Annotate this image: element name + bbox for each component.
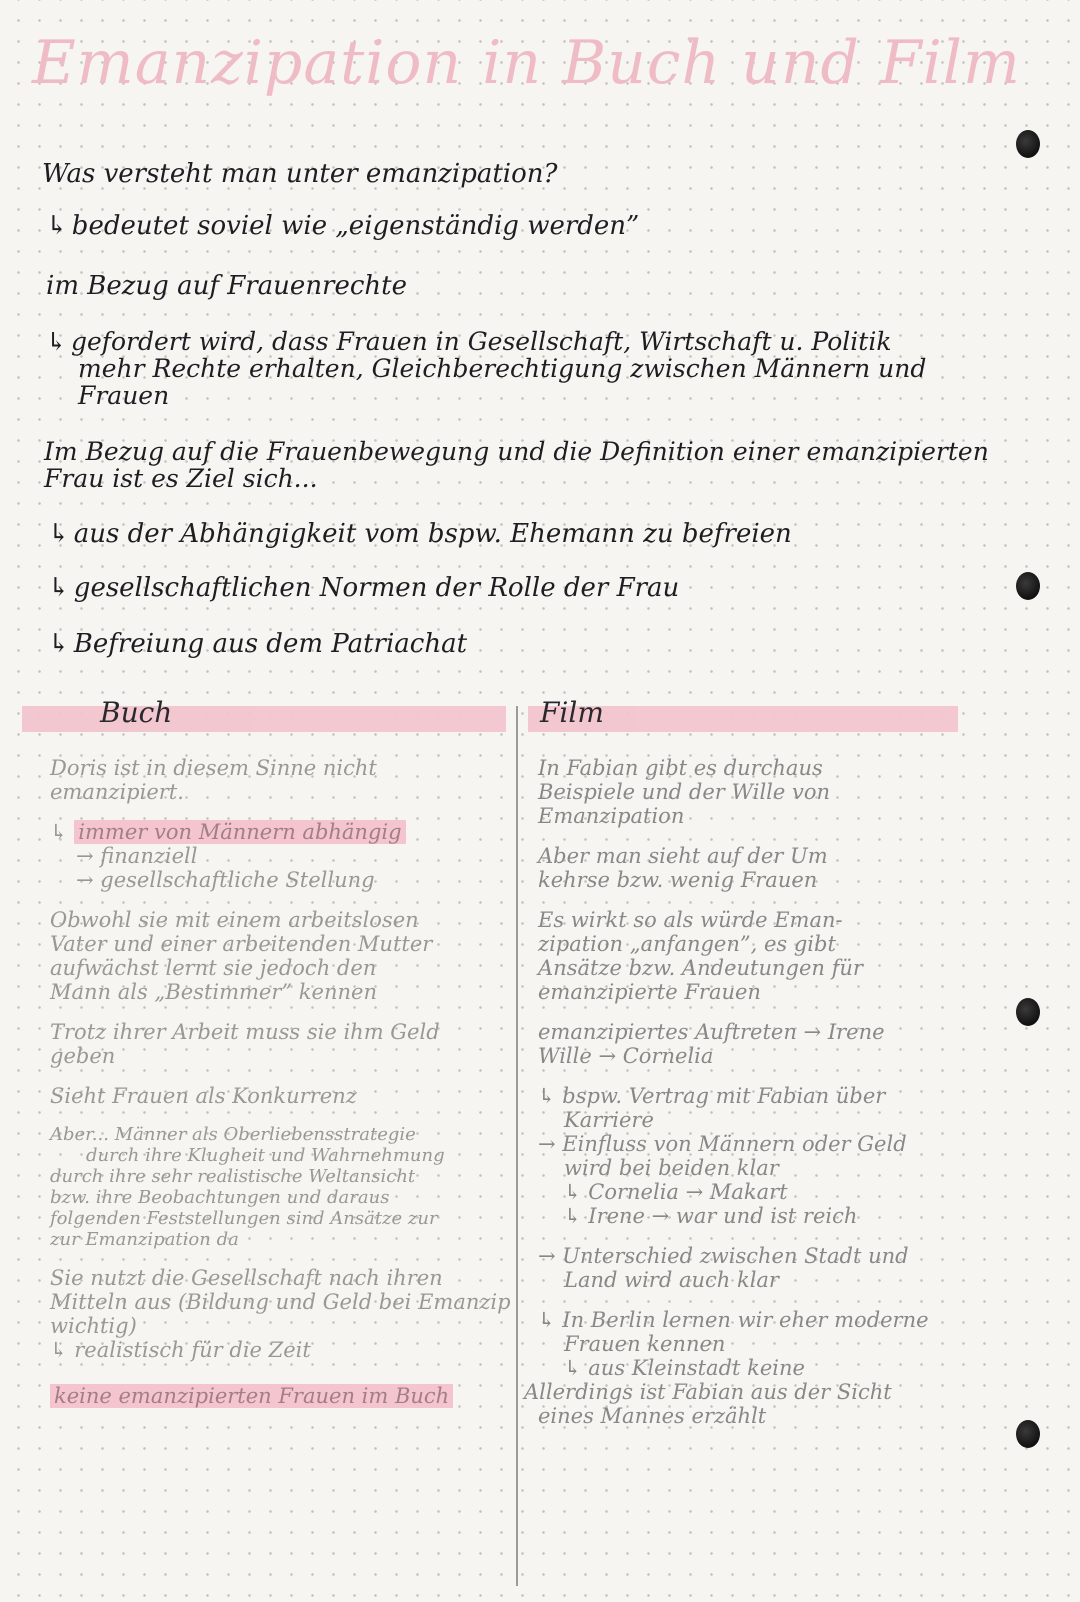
film-header: [528, 696, 958, 732]
binder-hole-icon: [1016, 998, 1040, 1026]
arrow-icon: ↳: [46, 327, 67, 356]
film-header-label: Film: [540, 696, 604, 729]
rights-heading: im Bezug auf Frauenrechte: [46, 271, 408, 301]
buch-paragraph: Sieht Frauen als Konkurrenz: [50, 1084, 357, 1108]
goal-item: ↳ gesellschaftlichen Normen der Rolle der Frau: [48, 573, 680, 603]
film-paragraph: ↳ In Berlin lernen wir eher moderne Frauen kennen ↳ aus Kleinstadt keine Allerdings ist Fabian aus der Sicht eines Mannes erzählt: [524, 1308, 929, 1428]
buch-paragraph: Aber... Männer als Oberliebensstrategie durch ihre Klugheit und Wahrnehmung durch ihre sehr realistische Weltansicht bzw. ihre Beobachtungen und daraus folgenden Feststellungen sind Ansätze zur zur Emanzipation da: [50, 1124, 445, 1250]
buch-header: [22, 696, 506, 732]
binder-hole-icon: [1016, 1420, 1040, 1448]
movement-block: Im Bezug auf die Frauenbewegung und die Definition einer emanzipierten Frau ist es Ziel sich...: [44, 437, 989, 493]
arrow-icon: ↳: [48, 573, 70, 603]
binder-hole-icon: [1016, 130, 1040, 158]
intro-answer: ↳ bedeutet soviel wie „eigenständig werden”: [46, 211, 640, 241]
highlight-conclusion: keine emanzipierten Frauen im Buch: [50, 1384, 453, 1408]
page-title: Emanzipation in Buch und Film: [32, 28, 1021, 98]
binder-hole-icon: [1016, 572, 1040, 600]
film-paragraph: In Fabian gibt es durchaus Beispiele und der Wille von Emanzipation: [538, 756, 831, 828]
goal-item: ↳ Befreiung aus dem Patriachat: [48, 629, 468, 659]
film-column: [524, 756, 958, 1444]
buch-header-label: Buch: [100, 696, 173, 729]
arrow-icon: ↳: [46, 211, 68, 241]
film-paragraph: Aber man sieht auf der Um kehrse bzw. wenig Frauen: [538, 844, 828, 892]
buch-paragraph: ↳ immer von Männern abhängig → finanziell → gesellschaftliche Stellung: [50, 820, 500, 892]
buch-paragraph: Obwohl sie mit einem arbeitslosen Vater und einer arbeitenden Mutter aufwächst lernt sie jedoch den Mann als „Bestimmer” kennen: [50, 908, 433, 1004]
rights-block: ↳ gefordert wird, dass Frauen in Gesellschaft, Wirtschaft u. Politik mehr Rechte erhalten, Gleichberechtigung zwischen Männern und Frauen: [46, 327, 927, 410]
buch-paragraph: Trotz ihrer Arbeit muss sie ihm Geld geben: [50, 1020, 440, 1068]
buch-column: [50, 756, 511, 1424]
column-divider: [516, 706, 518, 1586]
arrow-icon: ↳: [50, 820, 68, 844]
highlight-dependent: immer von Männern abhängig: [74, 820, 405, 844]
buch-paragraph: Doris ist in diesem Sinne nicht emanzipiert.: [50, 756, 377, 804]
film-paragraph: emanzipiertes Auftreten → Irene Wille → Cornelia: [538, 1020, 885, 1068]
film-paragraph: → Unterschied zwischen Stadt und Land wird auch klar: [538, 1244, 909, 1292]
goal-item: ↳ aus der Abhängigkeit vom bspw. Ehemann zu befreien: [48, 519, 792, 549]
arrow-icon: ↳: [48, 629, 70, 659]
film-paragraph: Es wirkt so als würde Eman- zipation „anfangen”, es gibt Ansätze bzw. Andeutungen für emanzipierte Frauen: [538, 908, 863, 1004]
buch-paragraph: Sie nutzt die Gesellschaft nach ihren Mitteln aus (Bildung und Geld bei Emanzip wichtig) ↳ realistisch für die Zeit: [50, 1266, 511, 1362]
intro-question: Was versteht man unter emanzipation?: [42, 159, 558, 189]
film-paragraph: ↳ bspw. Vertrag mit Fabian über Karriere → Einfluss von Männern oder Geld wird bei beiden klar ↳ Cornelia → Makart ↳ Irene → war und ist reich: [538, 1084, 907, 1228]
arrow-icon: ↳: [48, 519, 70, 549]
buch-paragraph: [50, 1384, 500, 1408]
